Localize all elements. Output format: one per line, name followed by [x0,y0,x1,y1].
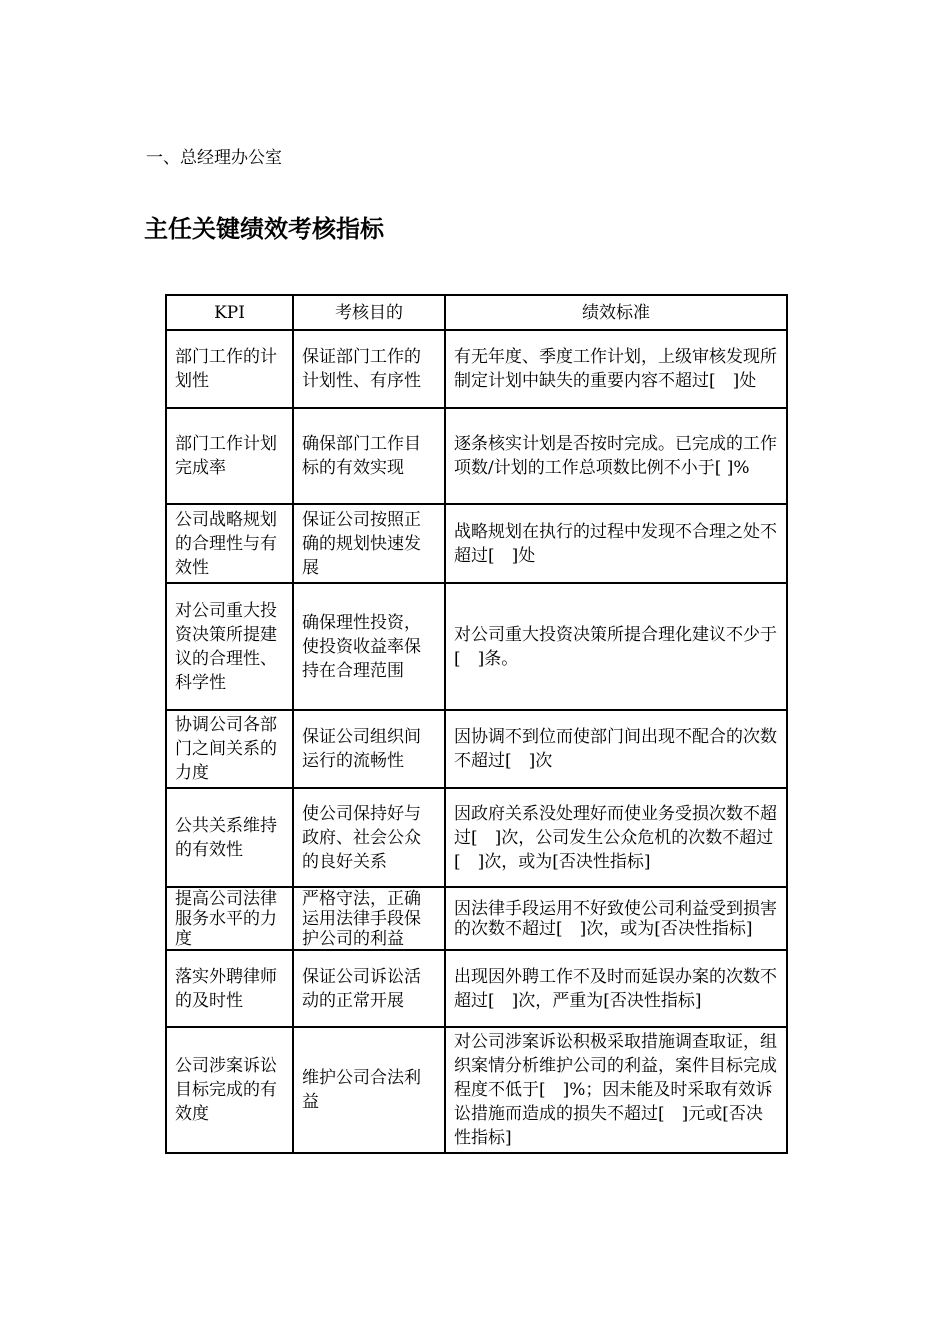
cell-standard: 对公司涉案诉讼积极采取措施调查取证，组织案情分析维护公司的利益，案件目标完成程度不低于[ ]%；因未能及时采取有效诉讼措施而造成的损失不超过[ ]元或[否决性指标] [445,1027,787,1153]
cell-purpose: 保证公司按照正确的规划快速发展 [293,504,445,583]
table-row [166,1027,787,1153]
cell-standard: 出现因外聘工作不及时而延误办案的次数不超过[ ]次，严重为[否决性指标] [445,950,787,1027]
cell-kpi: 对公司重大投资决策所提建议的合理性、科学性 [166,583,293,710]
cell-purpose: 保证公司诉讼活动的正常开展 [293,950,445,1027]
cell-kpi: 公共关系维持的有效性 [166,788,293,887]
cell-purpose: 确保部门工作目标的有效实现 [293,408,445,504]
table-row [166,788,787,887]
cell-purpose: 严格守法，正确运用法律手段保护公司的利益 [293,887,445,950]
cell-standard: 因政府关系没处理好而使业务受损次数不超过[ ]次，公司发生公众危机的次数不超过[ ]次，或为[否决性指标] [445,788,787,887]
cell-purpose: 维护公司合法利益 [293,1027,445,1153]
cell-kpi: 部门工作计划完成率 [166,408,293,504]
table-row [166,887,787,950]
table-row [166,950,787,1027]
section-heading: 一、总经理办公室 [146,148,282,168]
cell-kpi: 提高公司法律服务水平的力度 [166,887,293,950]
header-purpose: 考核目的 [293,295,445,330]
cell-kpi: 公司战略规划的合理性与有效性 [166,504,293,583]
table-row [166,583,787,710]
table-row [166,408,787,504]
cell-kpi: 协调公司各部门之间关系的力度 [166,710,293,788]
cell-kpi: 落实外聘律师的及时性 [166,950,293,1027]
table-row [166,504,787,583]
kpi-table [165,294,788,1154]
cell-standard: 对公司重大投资决策所提合理化建议不少于[ ]条。 [445,583,787,710]
cell-standard: 因协调不到位而使部门间出现不配合的次数不超过[ ]次 [445,710,787,788]
header-standard: 绩效标准 [445,295,787,330]
table-row [166,330,787,408]
cell-standard: 战略规划在执行的过程中发现不合理之处不超过[ ]处 [445,504,787,583]
cell-purpose: 保证公司组织间运行的流畅性 [293,710,445,788]
cell-standard: 因法律手段运用不好致使公司利益受到损害的次数不超过[ ]次，或为[否决性指标] [445,887,787,950]
table-row [166,710,787,788]
cell-kpi: 公司涉案诉讼目标完成的有效度 [166,1027,293,1153]
cell-purpose: 确保理性投资，使投资收益率保持在合理范围 [293,583,445,710]
cell-kpi: 部门工作的计划性 [166,330,293,408]
cell-purpose: 保证部门工作的计划性、有序性 [293,330,445,408]
cell-purpose: 使公司保持好与政府、社会公众的良好关系 [293,788,445,887]
header-kpi: KPI [166,295,293,330]
table-header-row [166,295,787,330]
cell-standard: 逐条核实计划是否按时完成。已完成的工作项数/计划的工作总项数比例不小于[ ]% [445,408,787,504]
page-title: 主任关键绩效考核指标 [144,215,384,243]
cell-standard: 有无年度、季度工作计划，上级审核发现所制定计划中缺失的重要内容不超过[ ]处 [445,330,787,408]
